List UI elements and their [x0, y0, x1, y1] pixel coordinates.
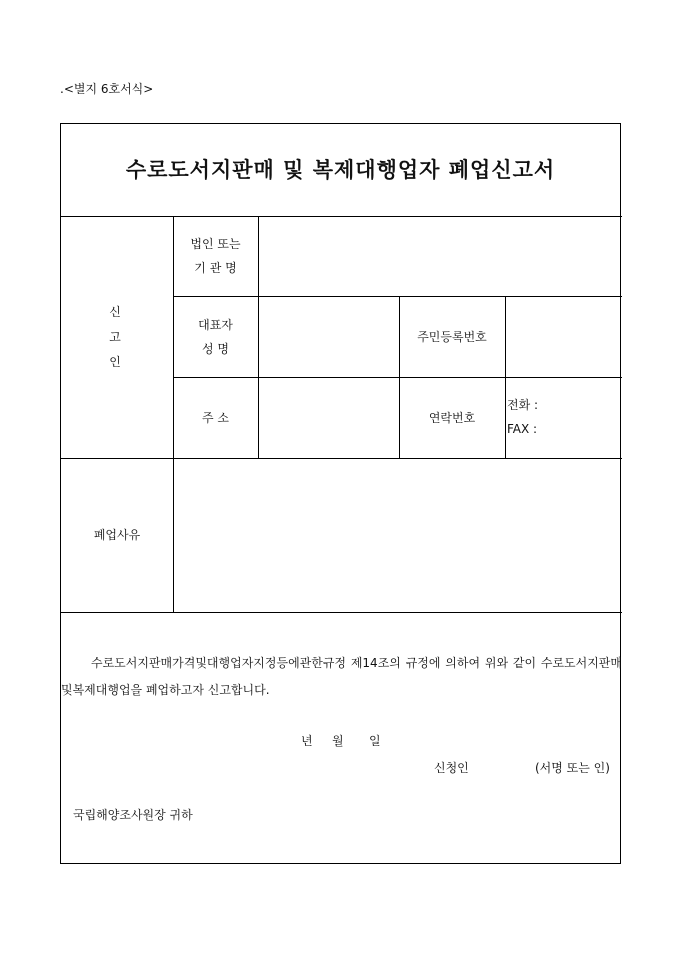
applicant-section-label: [105, 300, 125, 375]
fax-label: FAX :: [507, 422, 538, 436]
applicant-signature-label: 신청인: [434, 761, 469, 775]
address-field[interactable]: [259, 378, 399, 458]
phone-label: 전화 :: [507, 398, 539, 412]
org-name-label-line1: 법인 또는: [190, 237, 241, 251]
applicant-label-char: 신: [109, 305, 121, 319]
org-name-label: [173, 232, 258, 280]
representative-label-line1: 대표자: [198, 318, 233, 332]
divider: [399, 296, 400, 458]
representative-label-line2: 성 명: [202, 342, 229, 356]
applicant-label-char: 고: [109, 330, 121, 344]
declaration-text: 수로도서지판매가격및대행업자지정등에관한규정 제14조의 규정에 의하여 위와 같이 수로도서지판매및복제대행업을 폐업하고자 신고합니다.: [61, 656, 622, 697]
date-year-label: 년: [301, 734, 313, 748]
divider: [61, 612, 622, 613]
org-name-field[interactable]: [259, 217, 621, 296]
applicant-label-char: 인: [109, 355, 121, 369]
signature-note: (서명 또는 인): [535, 761, 610, 775]
closure-reason-field[interactable]: [174, 459, 621, 612]
org-name-label-line2: 기 관 명: [194, 261, 237, 275]
address-label: 주 소: [202, 411, 229, 425]
resident-number-field[interactable]: [506, 297, 621, 377]
report-form: [60, 123, 621, 864]
representative-label: [173, 313, 258, 361]
date-day-label: 일: [369, 734, 381, 748]
resident-number-label: 주민등록번호: [417, 330, 487, 344]
recipient-label: 국립해양조사원장 귀하: [73, 808, 193, 822]
date-month-label: 월: [332, 734, 344, 748]
form-number: .<별지 6호서식>: [60, 82, 154, 96]
representative-name-field[interactable]: [259, 297, 399, 377]
page-title: 수로도서지판매 및 복제대행업자 폐업신고서: [125, 157, 556, 182]
closure-reason-label: 폐업사유: [93, 528, 141, 542]
contact-label: 연락번호: [428, 411, 476, 425]
